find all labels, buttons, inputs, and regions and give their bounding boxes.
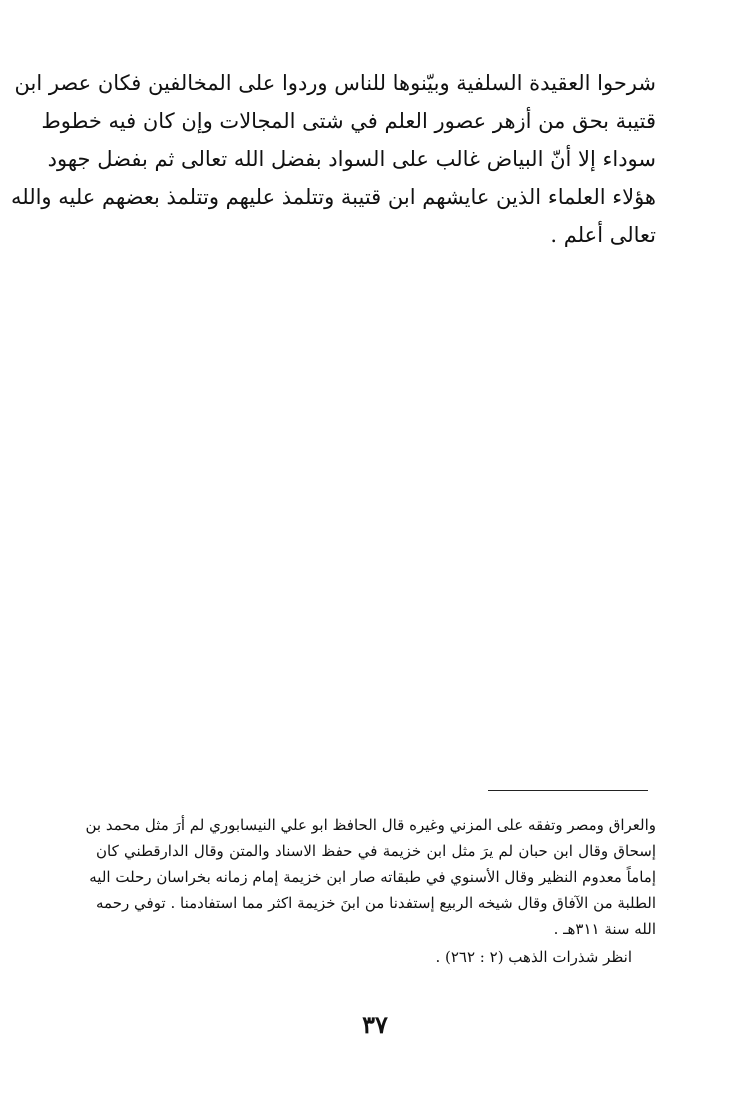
main-text-line: هؤلاء العلماء الذين عايشهم ابن قتيبة وتتلمذ عليهم وتتلمذ بعضهم عليه والله [10, 185, 656, 209]
footnote-line: الله سنة ٣١١هـ . [553, 920, 656, 938]
footnote-block [85, 812, 656, 970]
footnote-line: إماماً معدوم النظير وقال الأسنوي في طبقاته صار ابن خزيمة إمام زمانه بخراسان رحلت اليه [89, 868, 656, 886]
main-text-line: شرحوا العقيدة السلفية وبيّنوها للناس وردوا على المخالفين فكان عصر ابن [14, 71, 656, 95]
main-text-line: تعالى أعلم . [550, 223, 656, 247]
main-text-line: قتيبة بحق من أزهر عصور العلم في شتى المجالات وإن كان فيه خطوط [41, 109, 656, 133]
main-text-line: سوداء إلا أنّ البياض غالب على السواد بفضل الله تعالى ثم بفضل جهود [47, 147, 656, 171]
footnote-line: إسحاق وقال ابن حبان لم يرَ مثل ابن خزيمة في حفظ الاسناد والمتن وقال الدارقطني كان [96, 842, 656, 860]
page-number: ٣٧ [362, 1010, 388, 1039]
main-paragraph [10, 64, 656, 254]
footnote-divider [488, 790, 648, 791]
footnote-reference: انظر شذرات الذهب (٢ : ٢٦٢) . [435, 948, 632, 966]
footnote-line: والعراق ومصر وتفقه على المزني وغيره قال الحافظ ابو علي النيسابوري لم أرَ مثل محمد بن [85, 816, 656, 834]
footnote-line: الطلبة من الآفاق وقال شيخه الربيع إستفدنا من ابنَ خزيمة اكثر مما استفادمنا . توفي رحمه [96, 894, 656, 912]
